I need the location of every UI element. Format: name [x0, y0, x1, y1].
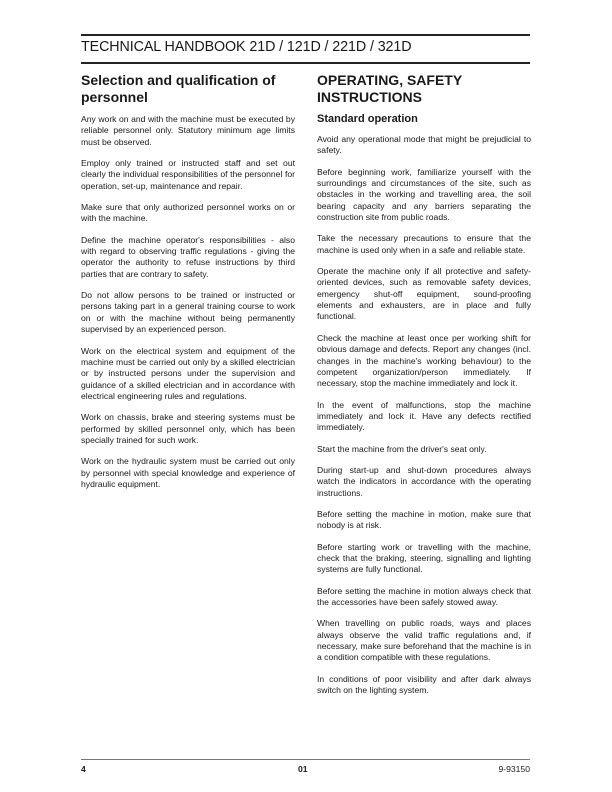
paragraph: Do not allow persons to be trained or instructed or persons taking part in a general training course to work on or with the machine without being permanently supervised by an experienced person. [81, 290, 295, 335]
paragraph: In conditions of poor visibility and after dark always switch on the lighting system. [317, 673, 531, 696]
paragraph: Work on the electrical system and equipment of the machine must be carried out only by a skilled electrician or by instructed persons under the supervision and guidance of a skilled electrician and in accordance with electrical engineering rules and regulations. [81, 345, 295, 401]
header-bottom-rule [81, 62, 530, 64]
right-column [317, 72, 531, 706]
subheading-standard-operation: Standard operation [317, 113, 418, 125]
paragraph: Any work on and with the machine must be executed by reliable personnel only. Statutory minimum age limits must be observed. [81, 114, 295, 147]
paragraph: Before setting the machine in motion always check that the accessories have been safely stowed away. [317, 585, 531, 607]
paragraph: Operate the machine only if all protective and safety-oriented devices, such as removable safety devices, emergency shut-off equipment, sound-proofing elements and exhausters, are in place and fully functional. [317, 266, 531, 322]
paragraph: When travelling on public roads, ways and places always observe the valid traffic regulations and, if necessary, make sure beforehand that the machine is in a condition compatible with these regulations. [317, 618, 531, 663]
paragraph: Check the machine at least once per working shift for obvious damage and defects. Report any changes (incl. changes in the machine's working behaviour) to the competent organization/person immediately. If necessary, stop the machine immediately and lock it. [317, 332, 531, 389]
paragraph: Before starting work or travelling with the machine, check that the braking, steering, signalling and lighting systems are fully functional. [317, 541, 531, 575]
paragraph: During start-up and shut-down procedures always watch the indicators in accordance with the operating instructions. [317, 464, 531, 498]
header-top-rule [81, 34, 530, 36]
paragraph: Make sure that only authorized personnel works on or with the machine. [81, 202, 295, 224]
paragraph: Define the machine operator's responsibilities - also with regard to observing traffic regulations - giving the operator the authority to refuse instructions by third parties that are contrary to safety. [81, 234, 295, 279]
page-number: 4 [81, 764, 86, 774]
footer-rule [81, 759, 530, 760]
paragraph: Take the necessary precautions to ensure that the machine is used only when in a safe and reliable state. [317, 233, 531, 255]
paragraph: Avoid any operational mode that might be prejudicial to safety. [317, 134, 531, 156]
paragraph: Before setting the machine in motion, make sure that nobody is at risk. [317, 508, 531, 531]
paragraph: Before beginning work, familiarize yourself with the surroundings and circumstances of the site, such as obstacles in the working and travelling area, the soil bearing capacity and any barriers separating the construction site from public roads. [317, 166, 531, 223]
paragraph: Work on chassis, brake and steering systems must be performed by skilled personnel only, which has been specially trained for such work. [81, 412, 295, 445]
paragraph: Work on the hydraulic system must be carried out only by personnel with special knowledge and experience of hydraulic equipment. [81, 456, 295, 489]
paragraph: In the event of malfunctions, stop the machine immediately and lock it. Have any defects rectified immediately. [317, 399, 531, 433]
document-title: TECHNICAL HANDBOOK 21D / 121D / 221D / 321D [81, 39, 412, 55]
left-column [81, 72, 295, 500]
section-heading-safety: OPERATING, SAFETY INSTRUCTIONS [317, 72, 462, 105]
document-code: 9-93150 [498, 764, 530, 774]
section-heading-personnel: Selection and qualification of personnel [81, 72, 276, 105]
paragraph: Employ only trained or instructed staff and set out clearly the individual responsibilities of the personnel for operation, set-up, maintenance and repair. [81, 158, 295, 191]
paragraph: Start the machine from the driver's seat only. [317, 443, 487, 454]
section-number: 01 [298, 764, 308, 774]
